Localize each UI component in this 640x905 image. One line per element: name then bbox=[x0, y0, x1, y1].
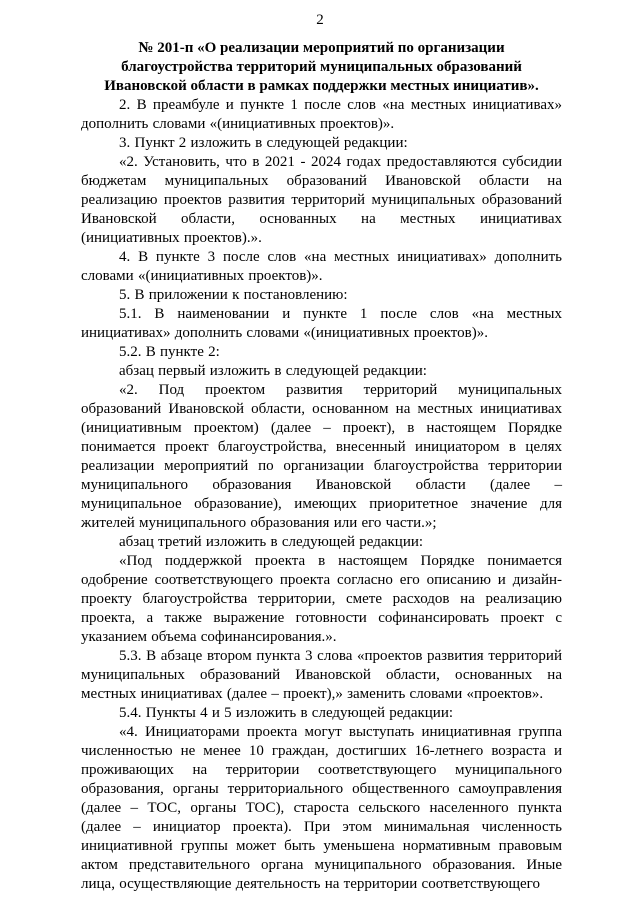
heading-line: Ивановской области в рамках поддержки местных инициатив». bbox=[104, 78, 539, 94]
paragraph: 2. В преамбуле и пункте 1 после слов «на местных инициативах» дополнить словами «(инициативных проектов)». bbox=[81, 97, 562, 132]
heading-line: благоустройства территорий муниципальных образований bbox=[121, 59, 522, 75]
paragraph: «2. Установить, что в 2021 - 2024 годах предоставляются субсидии бюджетам муниципальных образований Ивановской области на реализацию проектов развития территорий муниципальных образований Ивановской области, основанных на местных инициативах (инициативных проектов).». bbox=[81, 154, 562, 246]
paragraph: «4. Инициаторами проекта могут выступать инициативная группа численностью не менее 10 граждан, достигших 16-летнего возраста и проживающих на территории соответствующего муниципального образования, органы территориального общественного самоуправления (далее – ТОС, органы ТОС), староста сельского населенного пункта (далее – инициатор проекта). При этом минимальная численность инициативной группы может быть уменьшена нормативным правовым актом представительного органа муниципального образования. Иные лица, осуществляющие деятельность на территории соответствующего bbox=[81, 724, 562, 892]
paragraph: «2. Под проектом развития территорий муниципальных образований Ивановской области, основанном на местных инициативах (инициативным проектом) (далее – проект), в настоящем Порядке понимается проект благоустройства, внесенный инициатором в целях реализации мероприятий по организации благоустройства территории муниципального образования Ивановской области (далее – муниципальное образование), имеющих приоритетное значение для жителей муниципального образования или его части.»; bbox=[81, 382, 562, 531]
paragraph: 3. Пункт 2 изложить в следующей редакции: bbox=[119, 135, 408, 151]
paragraph: 5. В приложении к постановлению: bbox=[119, 287, 348, 303]
paragraph: 5.1. В наименовании и пункте 1 после слов «на местных инициативах» дополнить словами «(инициативных проектов)». bbox=[81, 306, 562, 341]
paragraph: 4. В пункте 3 после слов «на местных инициативах» дополнить словами «(инициативных проектов)». bbox=[81, 249, 562, 284]
page-number: 2 bbox=[316, 12, 324, 28]
paragraph: абзац третий изложить в следующей редакции: bbox=[119, 534, 424, 550]
document-content bbox=[81, 39, 562, 894]
paragraph: «Под поддержкой проекта в настоящем Порядке понимается одобрение соответствующего проекта согласно его описанию и дизайн-проекту благоустройства территории, смете расходов на реализацию проекта, а также выражение готовности софинансировать проект с указанием объема софинансирования.». bbox=[81, 553, 562, 645]
paragraph: 5.3. В абзаце втором пункта 3 слова «проектов развития территорий муниципальных образований Ивановской области, основанных на местных инициативах (далее – проект),» заменить словами «проектов». bbox=[81, 648, 562, 702]
paragraph: 5.4. Пункты 4 и 5 изложить в следующей редакции: bbox=[119, 705, 454, 721]
paragraph: 5.2. В пункте 2: bbox=[119, 344, 220, 360]
document-body bbox=[81, 96, 562, 894]
paragraph: абзац первый изложить в следующей редакции: bbox=[119, 363, 427, 379]
document-heading bbox=[81, 39, 562, 96]
heading-line: № 201-п «О реализации мероприятий по организации bbox=[138, 40, 505, 56]
